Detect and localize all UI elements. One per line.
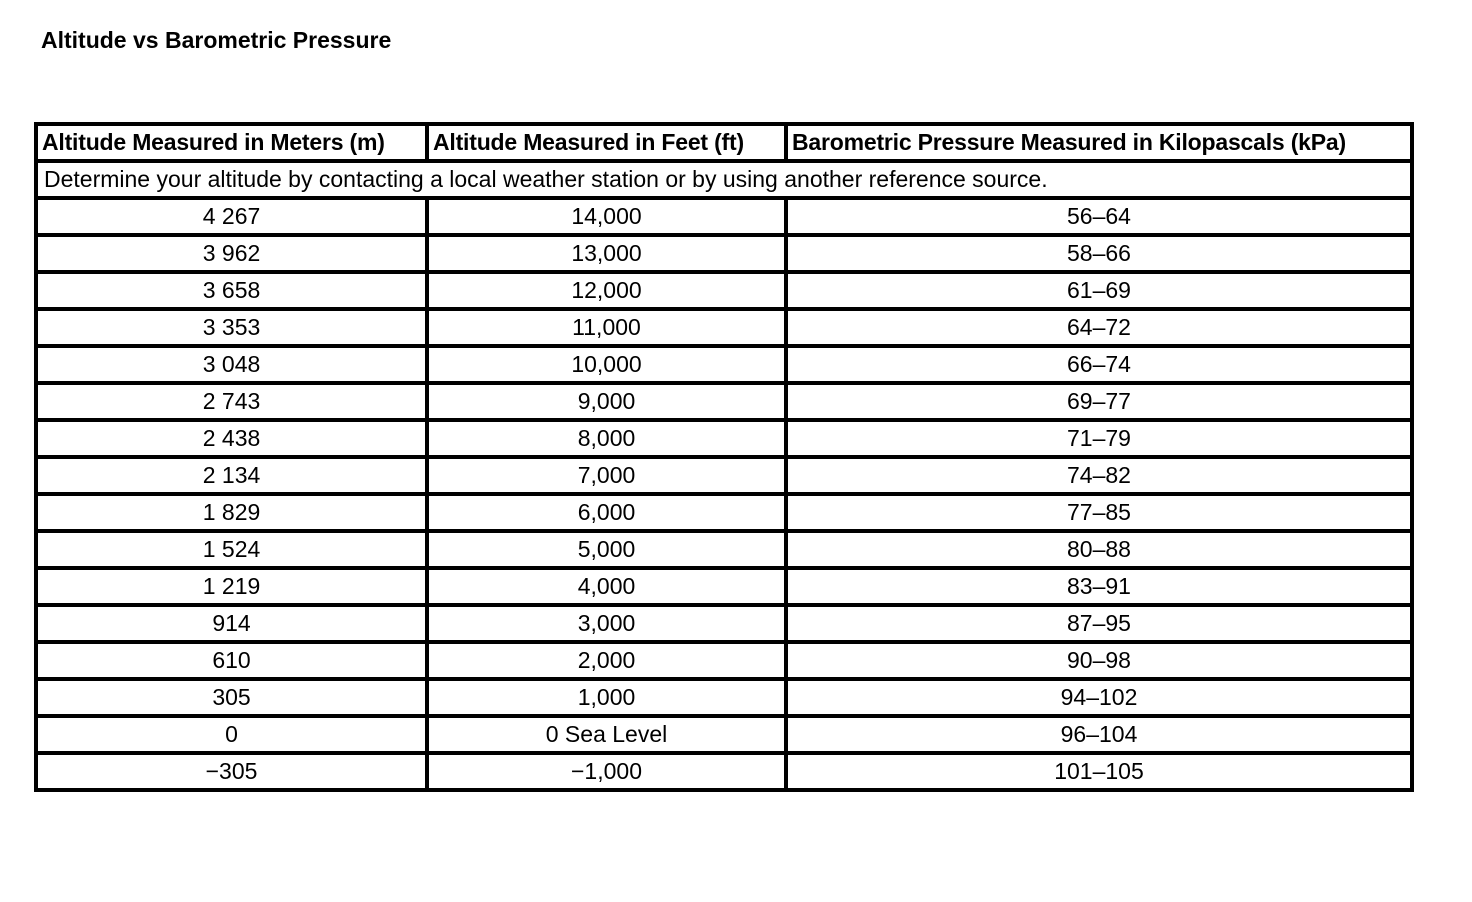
cell-meters: 305 (36, 679, 427, 716)
table-row (36, 679, 1412, 716)
cell-pressure: 101–105 (786, 753, 1412, 790)
table-note: Determine your altitude by contacting a local weather station or by using another reference source. (36, 161, 1412, 198)
table-note-row (36, 161, 1412, 198)
cell-pressure: 74–82 (786, 457, 1412, 494)
cell-pressure: 61–69 (786, 272, 1412, 309)
cell-pressure: 64–72 (786, 309, 1412, 346)
table-row (36, 716, 1412, 753)
cell-pressure: 83–91 (786, 568, 1412, 605)
cell-meters: 914 (36, 605, 427, 642)
cell-feet: 9,000 (427, 383, 786, 420)
cell-feet: 1,000 (427, 679, 786, 716)
cell-meters: 4 267 (36, 198, 427, 235)
cell-feet: 10,000 (427, 346, 786, 383)
cell-meters: 2 438 (36, 420, 427, 457)
table-header-row (36, 124, 1412, 161)
cell-pressure: 80–88 (786, 531, 1412, 568)
cell-feet: 8,000 (427, 420, 786, 457)
cell-pressure: 69–77 (786, 383, 1412, 420)
cell-meters: 1 219 (36, 568, 427, 605)
table-row (36, 198, 1412, 235)
table-row (36, 531, 1412, 568)
altitude-pressure-table (34, 122, 1414, 792)
cell-pressure: 87–95 (786, 605, 1412, 642)
cell-meters: 3 048 (36, 346, 427, 383)
table-row (36, 272, 1412, 309)
table-row (36, 568, 1412, 605)
cell-pressure: 94–102 (786, 679, 1412, 716)
header-meters: Altitude Measured in Meters (m) (36, 124, 427, 161)
cell-feet: 12,000 (427, 272, 786, 309)
table-row (36, 235, 1412, 272)
header-feet: Altitude Measured in Feet (ft) (427, 124, 786, 161)
cell-feet: 4,000 (427, 568, 786, 605)
table-row (36, 753, 1412, 790)
cell-feet: 2,000 (427, 642, 786, 679)
cell-pressure: 71–79 (786, 420, 1412, 457)
cell-meters: 2 743 (36, 383, 427, 420)
table-row (36, 309, 1412, 346)
cell-pressure: 56–64 (786, 198, 1412, 235)
cell-pressure: 66–74 (786, 346, 1412, 383)
cell-meters: 3 962 (36, 235, 427, 272)
cell-pressure: 77–85 (786, 494, 1412, 531)
table-row (36, 383, 1412, 420)
table-row (36, 605, 1412, 642)
cell-feet: 6,000 (427, 494, 786, 531)
cell-feet: 14,000 (427, 198, 786, 235)
table-row (36, 420, 1412, 457)
cell-meters: 3 658 (36, 272, 427, 309)
cell-meters: 610 (36, 642, 427, 679)
cell-feet: 3,000 (427, 605, 786, 642)
cell-meters: 0 (36, 716, 427, 753)
header-pressure: Barometric Pressure Measured in Kilopascals (kPa) (786, 124, 1412, 161)
cell-pressure: 90–98 (786, 642, 1412, 679)
cell-pressure: 58–66 (786, 235, 1412, 272)
cell-feet: −1,000 (427, 753, 786, 790)
page-title: Altitude vs Barometric Pressure (41, 27, 392, 53)
cell-feet: 13,000 (427, 235, 786, 272)
cell-meters: 1 524 (36, 531, 427, 568)
cell-meters: 3 353 (36, 309, 427, 346)
cell-pressure: 96–104 (786, 716, 1412, 753)
cell-feet: 0 Sea Level (427, 716, 786, 753)
table-row (36, 346, 1412, 383)
cell-feet: 5,000 (427, 531, 786, 568)
cell-feet: 11,000 (427, 309, 786, 346)
cell-meters: −305 (36, 753, 427, 790)
cell-meters: 1 829 (36, 494, 427, 531)
table-row (36, 457, 1412, 494)
table-row (36, 494, 1412, 531)
cell-feet: 7,000 (427, 457, 786, 494)
table-row (36, 642, 1412, 679)
cell-meters: 2 134 (36, 457, 427, 494)
